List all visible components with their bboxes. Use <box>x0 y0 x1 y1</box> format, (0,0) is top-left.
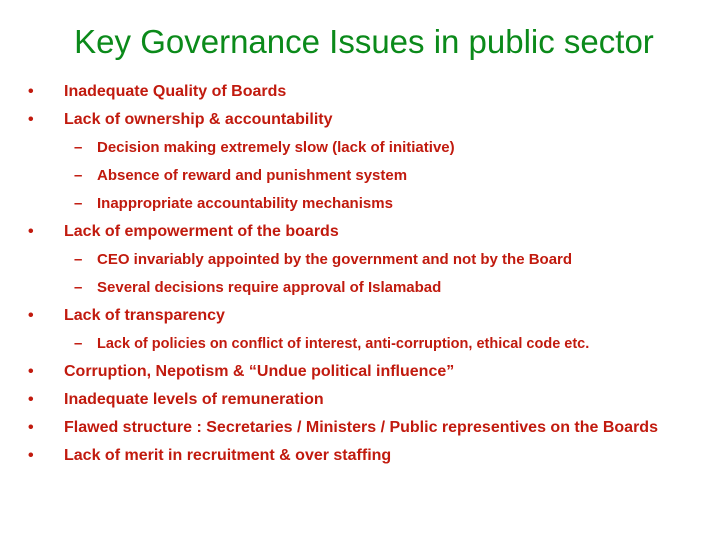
dash-icon: – <box>74 195 83 212</box>
sub-list-item-text: Several decisions require approval of Islamabad <box>97 279 442 296</box>
dash-icon: – <box>74 251 83 268</box>
list-item-text: Lack of transparency <box>64 307 225 324</box>
slide-title: Key Governance Issues in public sector <box>74 23 654 60</box>
dash-icon: – <box>74 139 83 156</box>
sub-list-item <box>0 330 728 358</box>
bullet-icon: • <box>28 419 34 436</box>
sub-list-item <box>0 246 728 274</box>
sub-list-item <box>0 274 728 302</box>
bullet-icon: • <box>28 447 34 464</box>
sub-list-item-text: Absence of reward and punishment system <box>97 167 408 184</box>
list-item <box>0 302 728 330</box>
list-item <box>0 218 728 246</box>
bullet-icon: • <box>28 363 34 380</box>
bullet-list <box>0 78 728 470</box>
list-item-text: Inadequate Quality of Boards <box>64 83 287 100</box>
list-item <box>0 442 728 470</box>
list-item-text: Corruption, Nepotism & “Undue political influence” <box>64 363 455 380</box>
list-item <box>0 358 728 386</box>
dash-icon: – <box>74 167 83 184</box>
sub-list-item-text: Inappropriate accountability mechanisms <box>97 195 393 212</box>
list-item <box>0 106 728 134</box>
list-item-text: Lack of ownership & accountability <box>64 111 333 128</box>
bullet-icon: • <box>28 391 34 408</box>
sub-list-item-text: Lack of policies on conflict of interest, anti-corruption, ethical code etc. <box>97 336 590 352</box>
sub-list-item-text: CEO invariably appointed by the government and not by the Board <box>97 251 573 268</box>
list-item-text: Inadequate levels of remuneration <box>64 391 324 408</box>
sub-list-item-text: Decision making extremely slow (lack of initiative) <box>97 139 455 156</box>
bullet-icon: • <box>28 223 34 240</box>
list-item-text: Lack of empowerment of the boards <box>64 223 339 240</box>
bullet-icon: • <box>28 111 34 128</box>
list-item-text: Flawed structure : Secretaries / Ministers / Public representives on the Boards <box>64 419 658 436</box>
sub-list-item <box>0 162 728 190</box>
sub-list-item <box>0 134 728 162</box>
list-item <box>0 78 728 106</box>
list-item-text: Lack of merit in recruitment & over staffing <box>64 447 392 464</box>
list-item <box>0 414 728 442</box>
list-item <box>0 386 728 414</box>
dash-icon: – <box>74 335 83 352</box>
sub-list-item <box>0 190 728 218</box>
bullet-icon: • <box>28 83 34 100</box>
bullet-icon: • <box>28 307 34 324</box>
dash-icon: – <box>74 279 83 296</box>
